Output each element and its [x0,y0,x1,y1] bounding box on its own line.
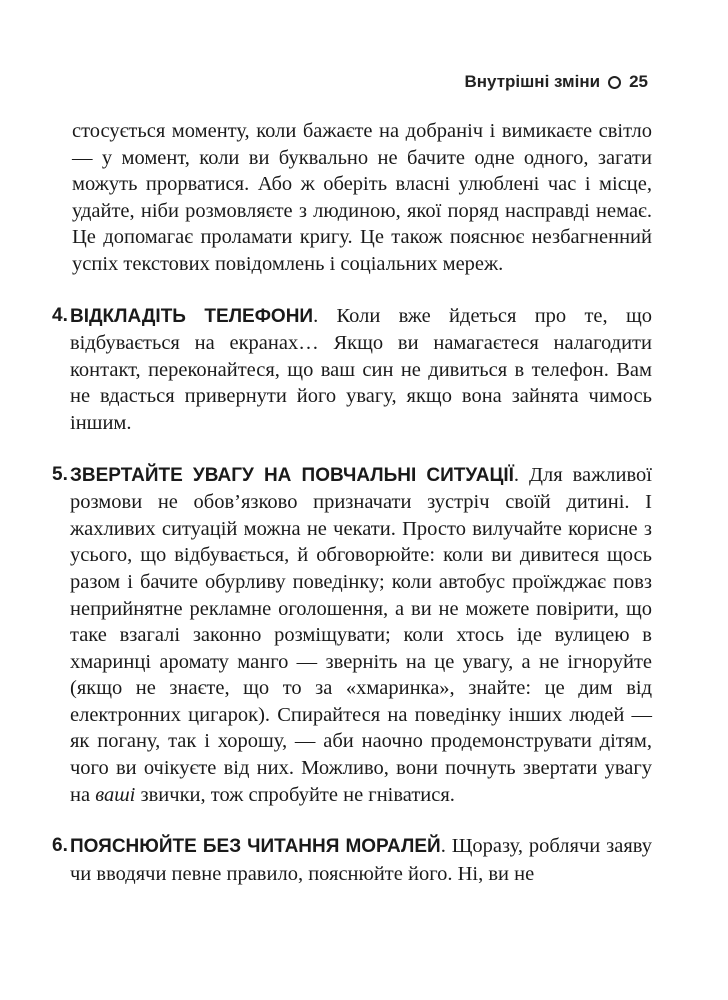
list-item-emphasis: ваші [95,783,136,806]
list-item-title: ВІДКЛАДІТЬ ТЕЛЕФОНИ [70,305,314,327]
list-item-content [70,462,652,809]
list-item-text: . Для важливої розмови не обов’язково призначати зустріч своїй дитині. І жахливих ситуацій можна не чекати. Просто вилучайте корисне з усього, що відбувається, й обговорюйте: коли ви дивитеся щось разом і бачите обурливу поведінку; коли автобус проїжджає повз неприйнятне рекламне оголошення, а ви не можете повірити, що таке взагалі законно розміщувати; коли хтось іде вулицею в хмаринці аромату манго — зверніть на це увагу, а не ігноруйте (якщо не знаєте, що то за «хмаринка», знайте: це дим від електронних цигарок). Спирайтеся на поведінку інших людей — як погану, так і хорошу, — аби наочно продемонструвати дітям, чого ви очікуєте від них. Можливо, вони почнуть звертати увагу на [70,463,652,806]
list-item-content [70,833,652,887]
body-text [52,118,653,887]
list-item-text-end: звички, тож спробуйте не гніватися. [135,783,455,806]
list-item-content [70,303,652,437]
list-item-5 [52,462,652,809]
continued-paragraph: стосується моменту, коли бажаєте на добраніч і вимикаєте світло — у момент, коли ви буквально не бачите одне одного, загати можуть прорватися. Або ж оберіть власні улюблені час і місце, удайте, ніби розмовляєте з людиною, якої поряд насправді немає. Це допомагає проламати кригу. Це також пояснює незбагненний успіх текстових повідомлень і соціальних мереж. [72,120,652,275]
list-item-text: . Коли вже йдеться про те, що відбувається на екранах… Якщо ви намагаєтеся налагодити контакт, переконайтеся, що ваш син не дивиться в телефон. Вам не вдасться привернути його увагу, якщо вона зайнята чимось іншим. [70,304,652,434]
list-item-6 [52,833,653,887]
list-item-4 [52,303,652,437]
list-item-text: . Щоразу, роблячи заяву чи вводячи певне правило, пояснюйте його. Ні, ви не [70,835,653,885]
list-item-number: 4. [52,304,68,326]
list-item-title: ПОЯСНЮЙТЕ БЕЗ ЧИТАННЯ МОРАЛЕЙ [70,836,441,858]
list-item-number: 5. [52,463,68,485]
list-item-title: ЗВЕРТАЙТЕ УВАГУ НА ПОВЧАЛЬНІ СИТУАЦІЇ [70,464,514,486]
page-number: 25 [629,72,648,91]
list-item-number: 6. [52,835,68,857]
running-head [465,72,649,92]
running-head-section: Внутрішні зміни [464,72,601,91]
circle-icon [608,76,621,89]
